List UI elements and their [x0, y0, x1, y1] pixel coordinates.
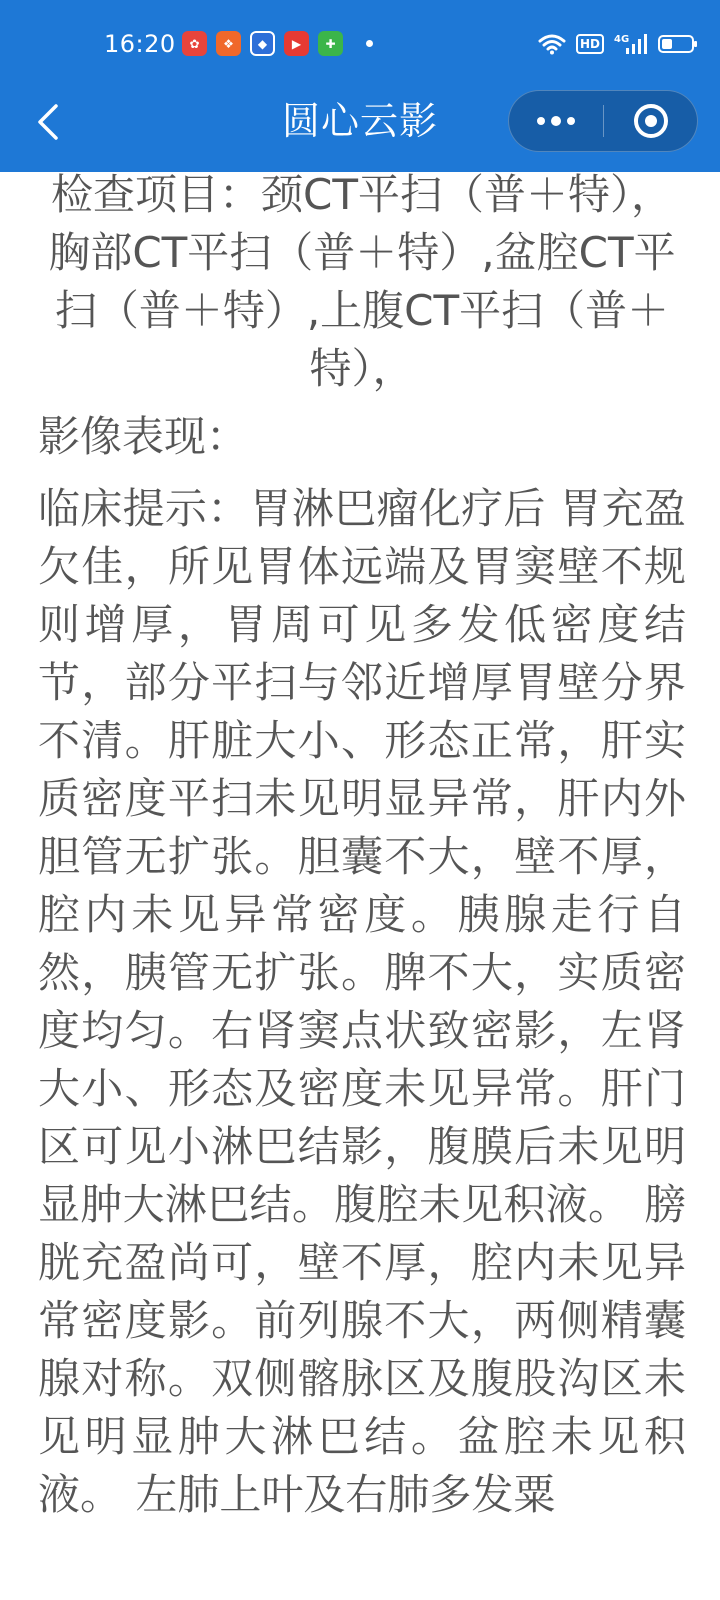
status-indicators: [538, 32, 694, 56]
report-content: [38, 166, 686, 1524]
app-icon-4: ▶: [284, 31, 309, 56]
close-mini-program-button[interactable]: [604, 91, 698, 151]
hd-badge: HD: [576, 34, 604, 54]
more-notifications-dot-icon: [366, 40, 373, 47]
mini-program-capsule: [508, 90, 698, 152]
notification-icons: [182, 31, 373, 56]
app-icon-3: ◆: [250, 31, 275, 56]
more-button[interactable]: [509, 91, 603, 151]
wifi-icon: [538, 33, 566, 55]
app-icon-2: ❖: [216, 31, 241, 56]
signal-4g-icon: [614, 32, 648, 56]
app-icon-1: ✿: [182, 31, 207, 56]
target-circle-icon: [632, 102, 670, 140]
battery-level-fill: [662, 39, 672, 49]
exam-items-text: 检查项目：颈CT平扫（普＋特），胸部CT平扫（普＋特）,盆腔CT平扫（普＋特）,上腹CT平扫（普＋特），: [48, 170, 676, 393]
top-header: [0, 0, 720, 172]
nav-bar: [0, 88, 720, 156]
status-bar: [0, 22, 720, 70]
clinical-findings-text: 临床提示：胃淋巴瘤化疗后 胃充盈欠佳，所见胃体远端及胃窦壁不规则增厚，胃周可见多发低密度结节，部分平扫与邻近增厚胃壁分界不清。肝脏大小、形态正常，肝实质密度平扫未见明显异常，肝内外胆管无扩张。胆囊不大，壁不厚，腔内未见异常密度。胰腺走行自然，胰管无扩张。脾不大，实质密度均匀。右肾窦点状致密影，左肾大小、形态及密度未见异常。肝门区可见小淋巴结影，腹膜后未见明显肿大淋巴结。腹腔未见积液。 膀胱充盈尚可，壁不厚，腔内未见异常密度影。前列腺不大，两侧精囊腺对称。双侧髂脉区及腹股沟区未见明显肿大淋巴结。盆腔未见积液。 左肺上叶及右肺多发粟: [38, 484, 686, 1519]
battery-icon: [658, 35, 694, 53]
page-title: 圆心云影: [281, 99, 438, 143]
status-time: 16:20: [104, 30, 176, 58]
more-dots-icon: [536, 116, 576, 126]
imaging-findings-label: 影像表现：: [38, 412, 249, 461]
svg-text:4G: 4G: [614, 34, 630, 45]
app-icon-5: ✚: [318, 31, 343, 56]
